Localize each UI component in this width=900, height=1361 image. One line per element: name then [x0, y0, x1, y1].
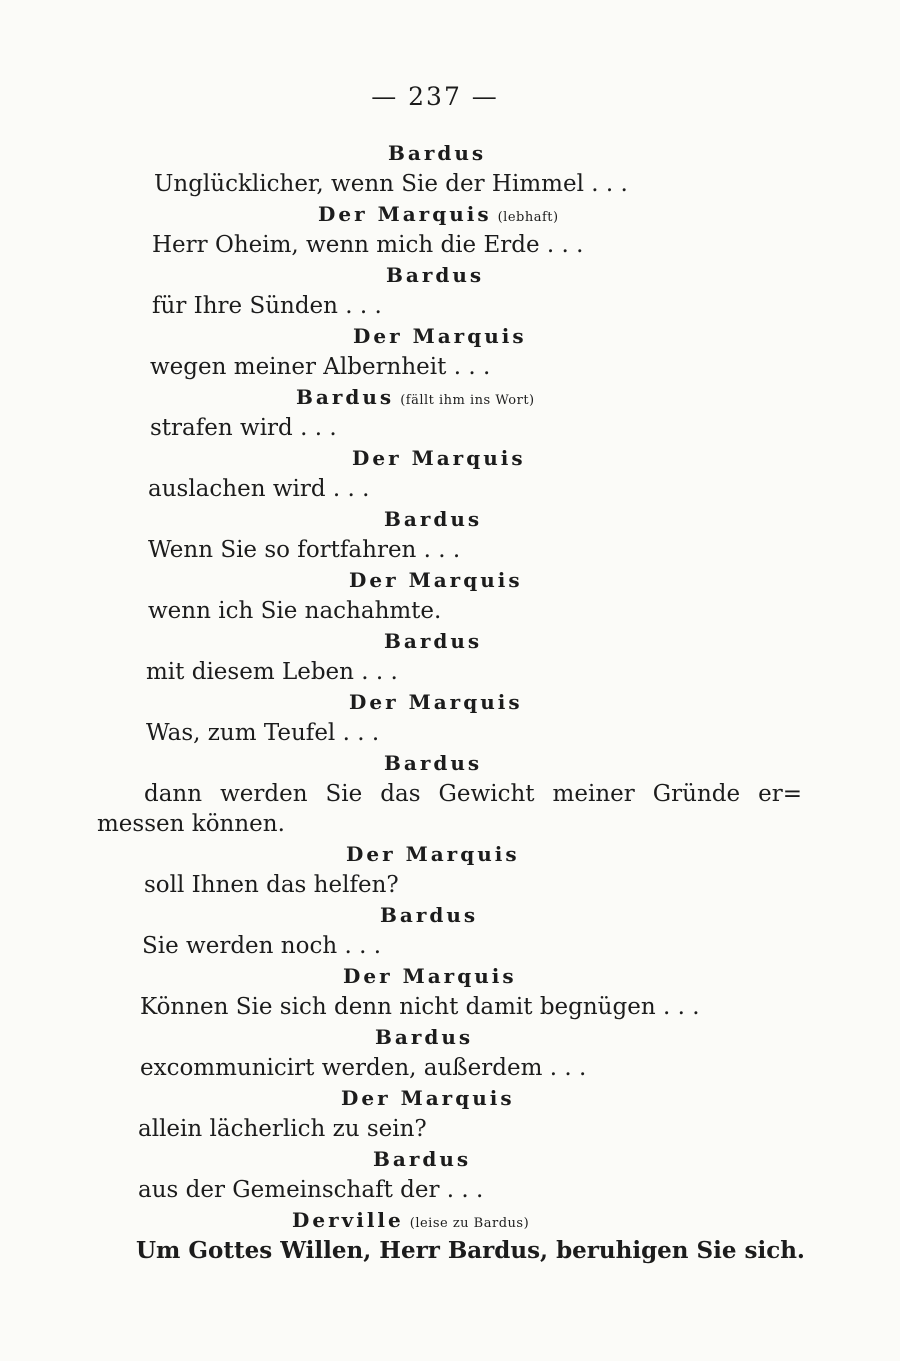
speech-line: wegen meiner Albernheit . . .: [150, 354, 491, 380]
dialogue: [0, 138, 900, 1266]
dialogue-entry: [0, 1022, 900, 1083]
dialogue-entry: [0, 626, 900, 687]
stage-direction: (fällt ihm ins Wort): [400, 393, 535, 408]
speaker-name: Der Marquis: [341, 1086, 515, 1110]
speaker-name: Der Marquis: [346, 842, 520, 866]
speech-line: Können Sie sich denn nicht damit begnügen . . .: [140, 994, 700, 1020]
speech-line: allein lächerlich zu sein?: [138, 1116, 427, 1142]
speech-line: excommunicirt werden, außerdem . . .: [140, 1055, 587, 1081]
dialogue-entry: [0, 1144, 900, 1205]
dialogue-entry: [0, 900, 900, 961]
speaker-name: Der Marquis: [349, 690, 523, 714]
dialogue-entry: [0, 443, 900, 504]
dialogue-entry: [0, 504, 900, 565]
speech-line: wenn ich Sie nachahmte.: [148, 598, 442, 624]
dialogue-entry: [0, 961, 900, 1022]
speaker-name: Bardus: [380, 903, 479, 927]
speech-line: auslachen wird . . .: [148, 476, 370, 502]
speech-line: Sie werden noch . . .: [142, 933, 382, 959]
page-number: — 237 —: [371, 82, 499, 111]
speaker-name: Der Marquis: [343, 964, 517, 988]
speaker-name: Der Marquis: [352, 446, 526, 470]
dialogue-entry: [0, 1205, 900, 1266]
speech-line: strafen wird . . .: [150, 415, 337, 441]
dialogue-entry: [0, 839, 900, 900]
speaker-name: Bardus: [384, 751, 483, 775]
speaker-name: Bardus: [384, 507, 483, 531]
speaker-name: Der Marquis: [353, 324, 527, 348]
dialogue-entry: [0, 260, 900, 321]
speaker-name: Bardus: [388, 141, 487, 165]
speaker-name: Bardus (fällt ihm ins Wort): [296, 385, 535, 409]
speech-line-continuation: messen können.: [97, 811, 285, 837]
speaker-name: Bardus: [386, 263, 485, 287]
dialogue-entry: [0, 321, 900, 382]
dialogue-entry: [0, 199, 900, 260]
stage-direction: (leise zu Bardus): [409, 1216, 530, 1231]
speaker-name: Der Marquis (lebhaft): [318, 202, 559, 226]
speech-line: Um Gottes Willen, Herr Bardus, beruhigen Sie sich.: [136, 1237, 805, 1264]
speaker-name: Bardus: [384, 629, 483, 653]
speaker-name: Derville (leise zu Bardus): [292, 1208, 530, 1232]
speech-line: Was, zum Teufel . . .: [146, 720, 380, 746]
speech-line: dann werden Sie das Gewicht meiner Gründe er=: [144, 781, 802, 807]
dialogue-entry: [0, 138, 900, 199]
stage-direction: (lebhaft): [497, 210, 559, 225]
speaker-name: Der Marquis: [349, 568, 523, 592]
speech-line: für Ihre Sünden . . .: [152, 293, 382, 319]
dialogue-entry: [0, 382, 900, 443]
speaker-name: Bardus: [375, 1025, 474, 1049]
speech-line: Unglücklicher, wenn Sie der Himmel . . .: [154, 171, 628, 197]
dialogue-entry: [0, 1083, 900, 1144]
speech-line: soll Ihnen das helfen?: [144, 872, 399, 898]
speech-line: mit diesem Leben . . .: [146, 659, 398, 685]
speaker-name: Bardus: [373, 1147, 472, 1171]
speech-line: Herr Oheim, wenn mich die Erde . . .: [152, 232, 584, 258]
speech-line: Wenn Sie so fortfahren . . .: [148, 537, 461, 563]
speech-line: aus der Gemeinschaft der . . .: [138, 1177, 484, 1203]
dialogue-entry: [0, 565, 900, 626]
dialogue-entry: [0, 687, 900, 748]
dialogue-entry: [0, 748, 900, 839]
